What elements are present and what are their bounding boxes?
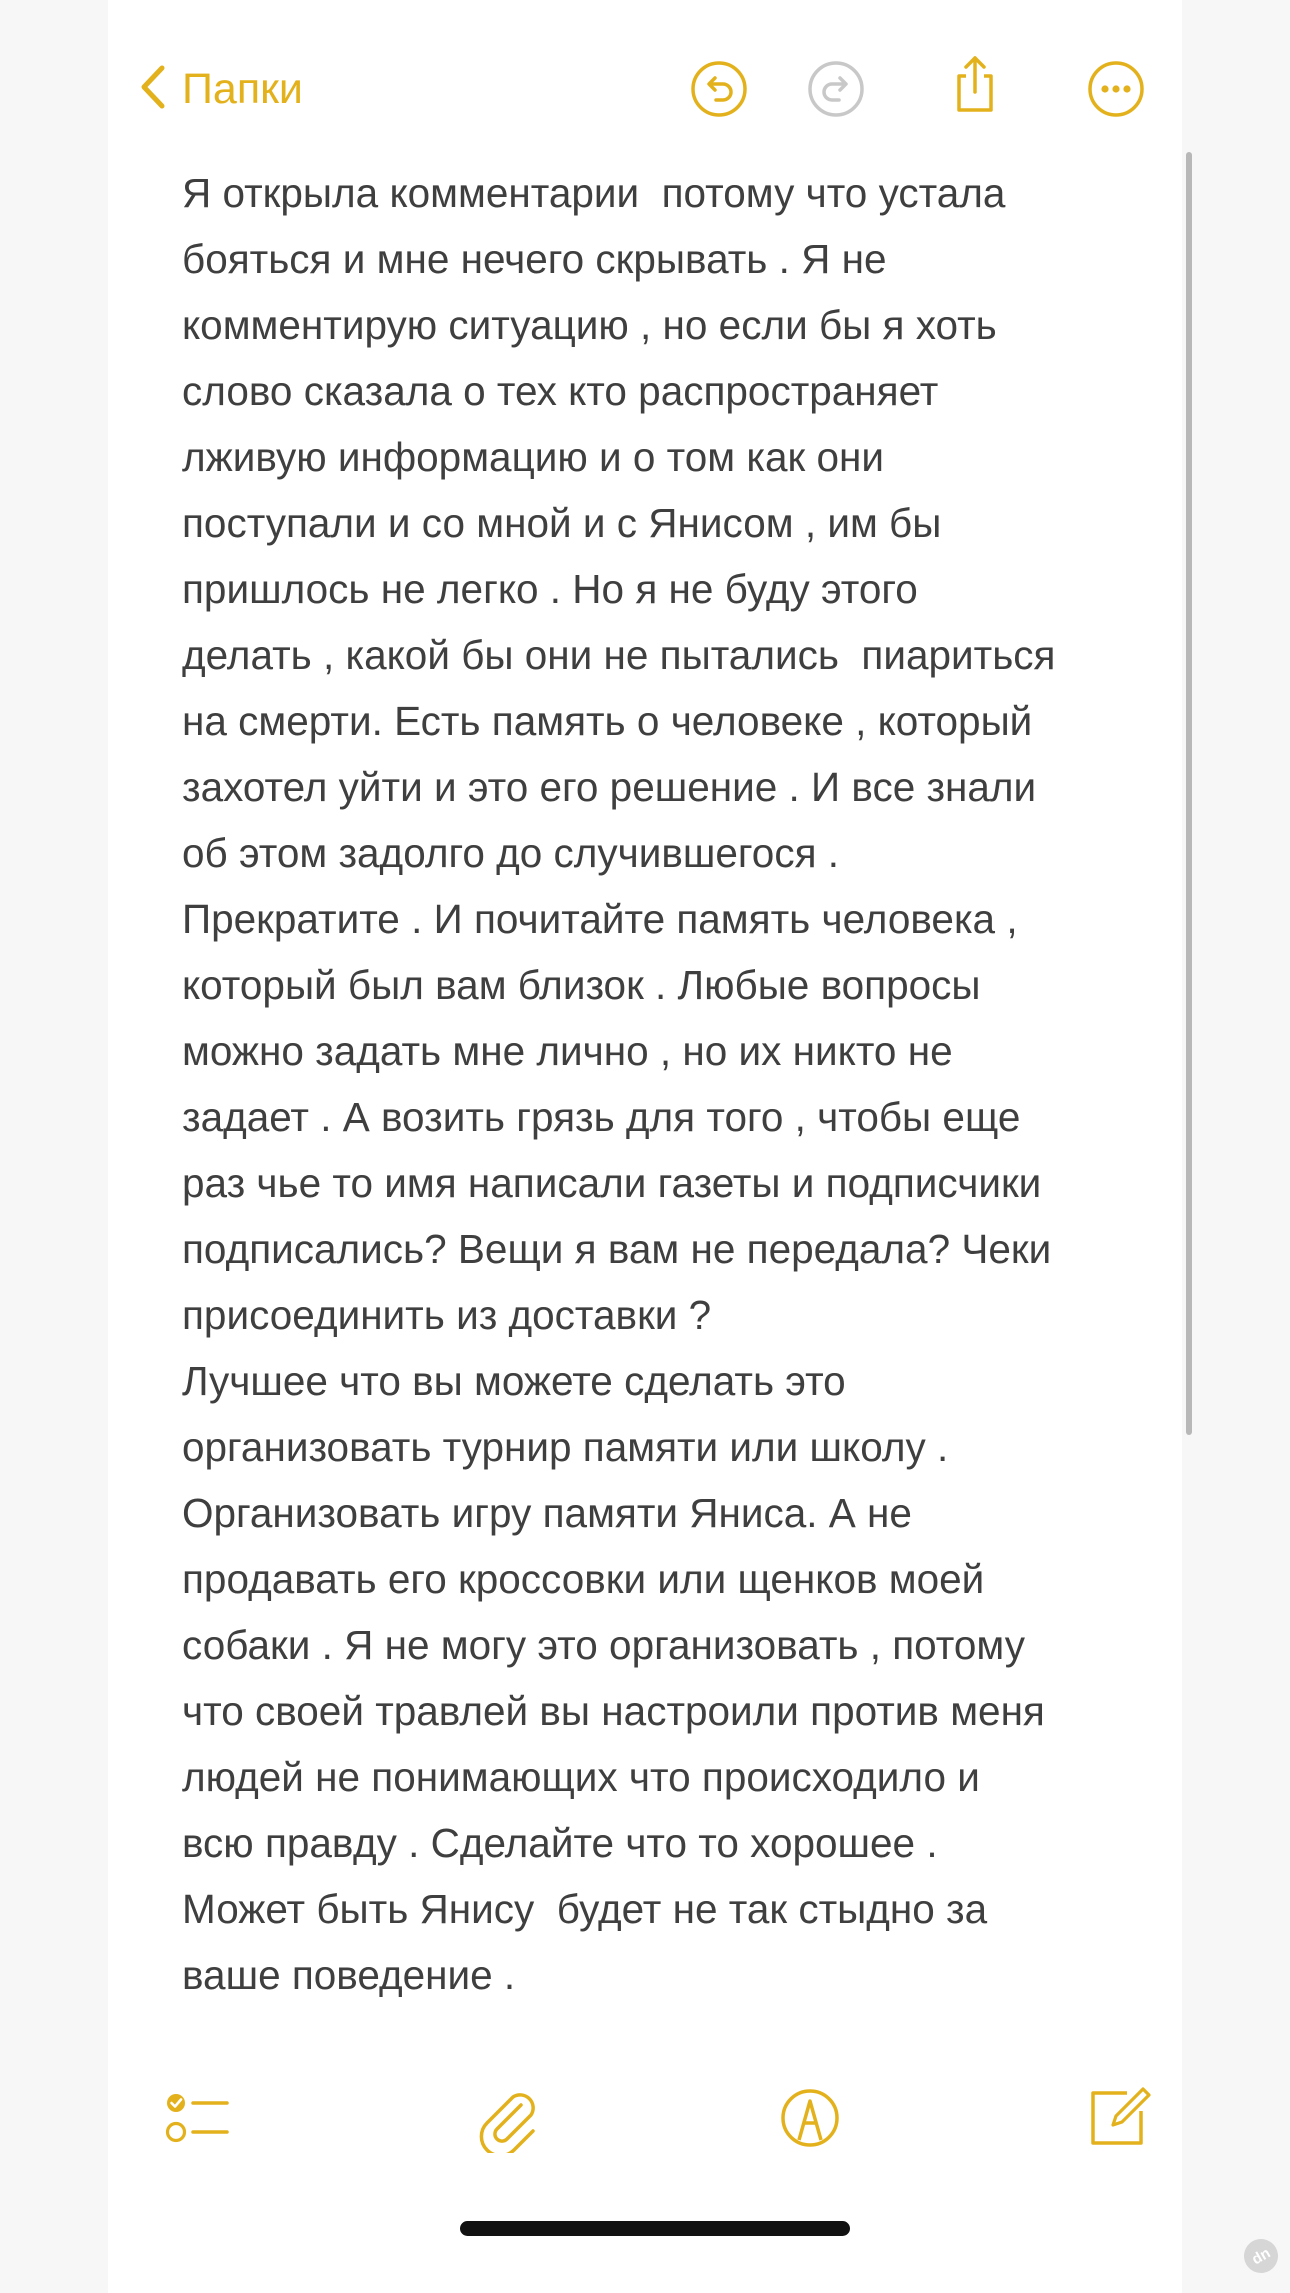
watermark-text: dn: [1248, 2244, 1274, 2268]
compose-icon: [1083, 2083, 1153, 2158]
markup-button[interactable]: [770, 2080, 850, 2160]
back-to-folders-button[interactable]: [138, 62, 303, 117]
home-indicator[interactable]: [460, 2221, 850, 2236]
scrollbar[interactable]: [1186, 152, 1192, 1435]
undo-button[interactable]: [688, 60, 750, 122]
redo-icon: [805, 58, 867, 125]
ellipsis-icon: [1085, 58, 1147, 125]
undo-icon: [688, 58, 750, 125]
checklist-button[interactable]: [158, 2080, 238, 2160]
markup-pen-icon: [775, 2083, 845, 2158]
right-margin: [1182, 0, 1290, 2293]
note-body-text[interactable]: Я открыла комментарии потому что устала бояться и мне нечего скрывать . Я не комментирую ситуацию , но если бы я хоть слово сказала о тех кто распространяет лживую информацию и о том как они поступали и со мной и с Янисом , им бы пришлось не легко . Но я не буду этого делать , какой бы они не пытались пиариться на смерти. Есть память о человеке , который захотел уйти и это его решение . И все знали об этом задолго до случившегося . Прекратите . И почитайте память человека , который был вам близок . Любые вопросы можно задать мне лично , но их никто не задает . А возить грязь для того , чтобы еще раз чье то имя написали газеты и подписчики подписались? Вещи я вам не передала? Чеки присоединить из доставки ? Лучшее что вы можете сделать это организовать турнир памяти или школу . Организовать игру памяти Яниса. А не продавать его кроссовки или щенков моей собаки . Я не могу это организовать , потому что своей травлей вы настроили против меня людей не понимающих что происходило и всю правду . Сделайте что то хорошее . Может быть Янису будет не так стыдно за ваше поведение .: [182, 170, 1056, 1998]
top-navigation-bar: [108, 40, 1182, 140]
share-button[interactable]: [944, 56, 1006, 118]
chevron-left-icon: [138, 62, 168, 117]
more-options-button[interactable]: [1085, 60, 1147, 122]
attach-button[interactable]: [468, 2080, 548, 2160]
redo-button[interactable]: [805, 60, 867, 122]
left-margin: [0, 0, 108, 2293]
bottom-toolbar: [108, 2080, 1182, 2160]
checklist-icon: [163, 2083, 233, 2158]
back-label: Папки: [182, 65, 303, 113]
share-icon: [944, 54, 1006, 121]
notes-app: [108, 0, 1182, 2293]
paperclip-icon: [473, 2083, 543, 2158]
new-note-button[interactable]: [1078, 2080, 1158, 2160]
